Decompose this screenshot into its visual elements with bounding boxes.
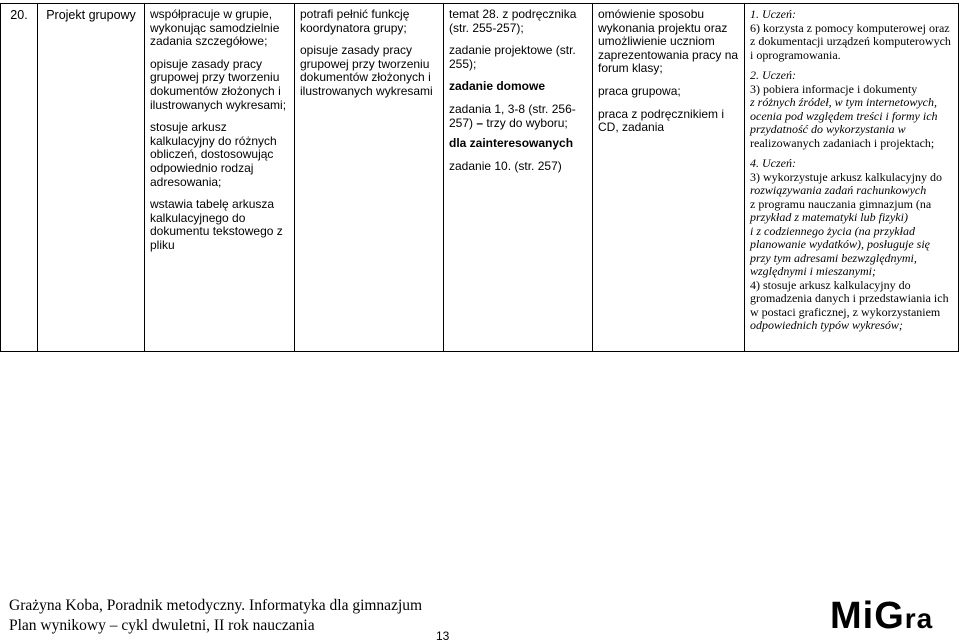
curriculum-line: przy tym adresami bezwzględnymi, (750, 250, 917, 265)
extended-item: potrafi pełnić funkcję koordynatora grupy; (300, 7, 410, 35)
materials-choice: trzy do wyboru; (486, 115, 568, 130)
materials-dash: – (476, 115, 484, 130)
materials-extra-task: zadanie 10. (str. 257) (449, 158, 562, 173)
footer-credits (9, 596, 422, 636)
curriculum-line: przydatność do wykorzystania w (750, 122, 906, 136)
materials-interested-label: dla zainteresowanych (449, 136, 574, 151)
lesson-plan-table (0, 3, 959, 352)
logo-end: ra (904, 603, 934, 634)
curriculum-head-2: 2. Uczeń: (750, 68, 796, 82)
page-number: 13 (436, 629, 450, 643)
materials-topic: temat 28. z podręcznika (str. 255-257); (449, 7, 577, 35)
curriculum-line: z różnych źródeł, w tym internetowych, (750, 95, 937, 109)
curriculum-line: planowanie wydatków), posługuje się (750, 237, 930, 251)
table-row (1, 4, 959, 352)
curriculum-line: i z codziennego życia (na przykład (750, 223, 915, 238)
basic-requirements-cell (145, 4, 295, 352)
footer-plan-line: Plan wynikowy – cykl dwuletni, II rok nauczania (9, 617, 315, 634)
extended-requirements-cell (295, 4, 444, 352)
requirement-item: opisuje zasady pracy grupowej przy tworzeniu dokumentów złożonych i ilustrowanych wykresami; (150, 56, 287, 112)
curriculum-block-2 (750, 83, 953, 151)
curriculum-line: przykład z matematyki lub fizyki) (750, 210, 908, 224)
logo-main: MiG (830, 595, 905, 637)
curriculum-line: w postaci graficznej, z wykorzystaniem (750, 304, 941, 319)
curriculum-line: 4) stosuje arkusz kalkulacyjny do (750, 277, 911, 292)
extended-item: opisuje zasady pracy grupowej przy tworzeniu dokumentów złożonych i ilustrowanych wykresami (300, 43, 433, 98)
requirement-item: współpracuje w grupie, wykonując samodzielnie zadania szczegółowe; (150, 7, 280, 49)
materials-tasks (449, 103, 587, 130)
curriculum-line: realizowanych zadaniach i projektach; (750, 135, 935, 150)
curriculum-line: 3) pobiera informacje i dokumenty (750, 81, 918, 96)
materials-tasks-range: zadania 1, 3-8 (str. 256-257) (449, 101, 576, 130)
curriculum-line: względnymi i mieszanymi; (750, 264, 876, 278)
materials-project-task: zadanie projektowe (str. 255); (449, 43, 576, 71)
curriculum-line: z programu nauczania gimnazjum (na (750, 196, 932, 211)
lesson-topic: Projekt grupowy (38, 4, 145, 352)
methods-cell (593, 4, 745, 352)
curriculum-head-1: 1. Uczeń: (750, 7, 796, 21)
curriculum-cell (745, 4, 959, 352)
curriculum-block-3 (750, 171, 953, 333)
curriculum-head-3: 4. Uczeń: (750, 156, 796, 170)
lesson-number: 20. (1, 4, 38, 352)
method-item: omówienie sposobu wykonania projektu oraz umożliwienie uczniom zaprezentowania pracy na forum klasy; (598, 7, 739, 76)
requirement-item: wstawia tabelę arkusza kalkulacyjnego do dokumentu tekstowego z pliku (150, 197, 283, 252)
curriculum-line: gromadzenia danych i przedstawiania ich (750, 291, 949, 305)
curriculum-line: ocenia pod względem treści i formy ich (750, 108, 938, 123)
curriculum-line: rozwiązywania zadań rachunkowych (750, 183, 927, 197)
curriculum-line: odpowiednich typów wykresów; (750, 318, 903, 332)
curriculum-item-1: 6) korzysta z pomocy komputerowej oraz z dokumentacji urządzeń komputerowych i oprogramowania. (750, 20, 951, 62)
method-item: praca z podręcznikiem i CD, zadania (598, 106, 725, 135)
publisher-logo (830, 596, 933, 639)
requirement-item: stosuje arkusz kalkulacyjny do różnych obliczeń, dostosowując odpowiednio rodzaj adresowania; (150, 120, 277, 189)
materials-homework-label: zadanie domowe (449, 79, 546, 94)
footer-author-line: Grażyna Koba, Poradnik metodyczny. Informatyka dla gimnazjum (9, 597, 423, 614)
curriculum-line: 3) wykorzystuje arkusz kalkulacyjny do (750, 169, 942, 184)
method-item: praca grupowa; (598, 83, 681, 98)
materials-cell (444, 4, 593, 352)
